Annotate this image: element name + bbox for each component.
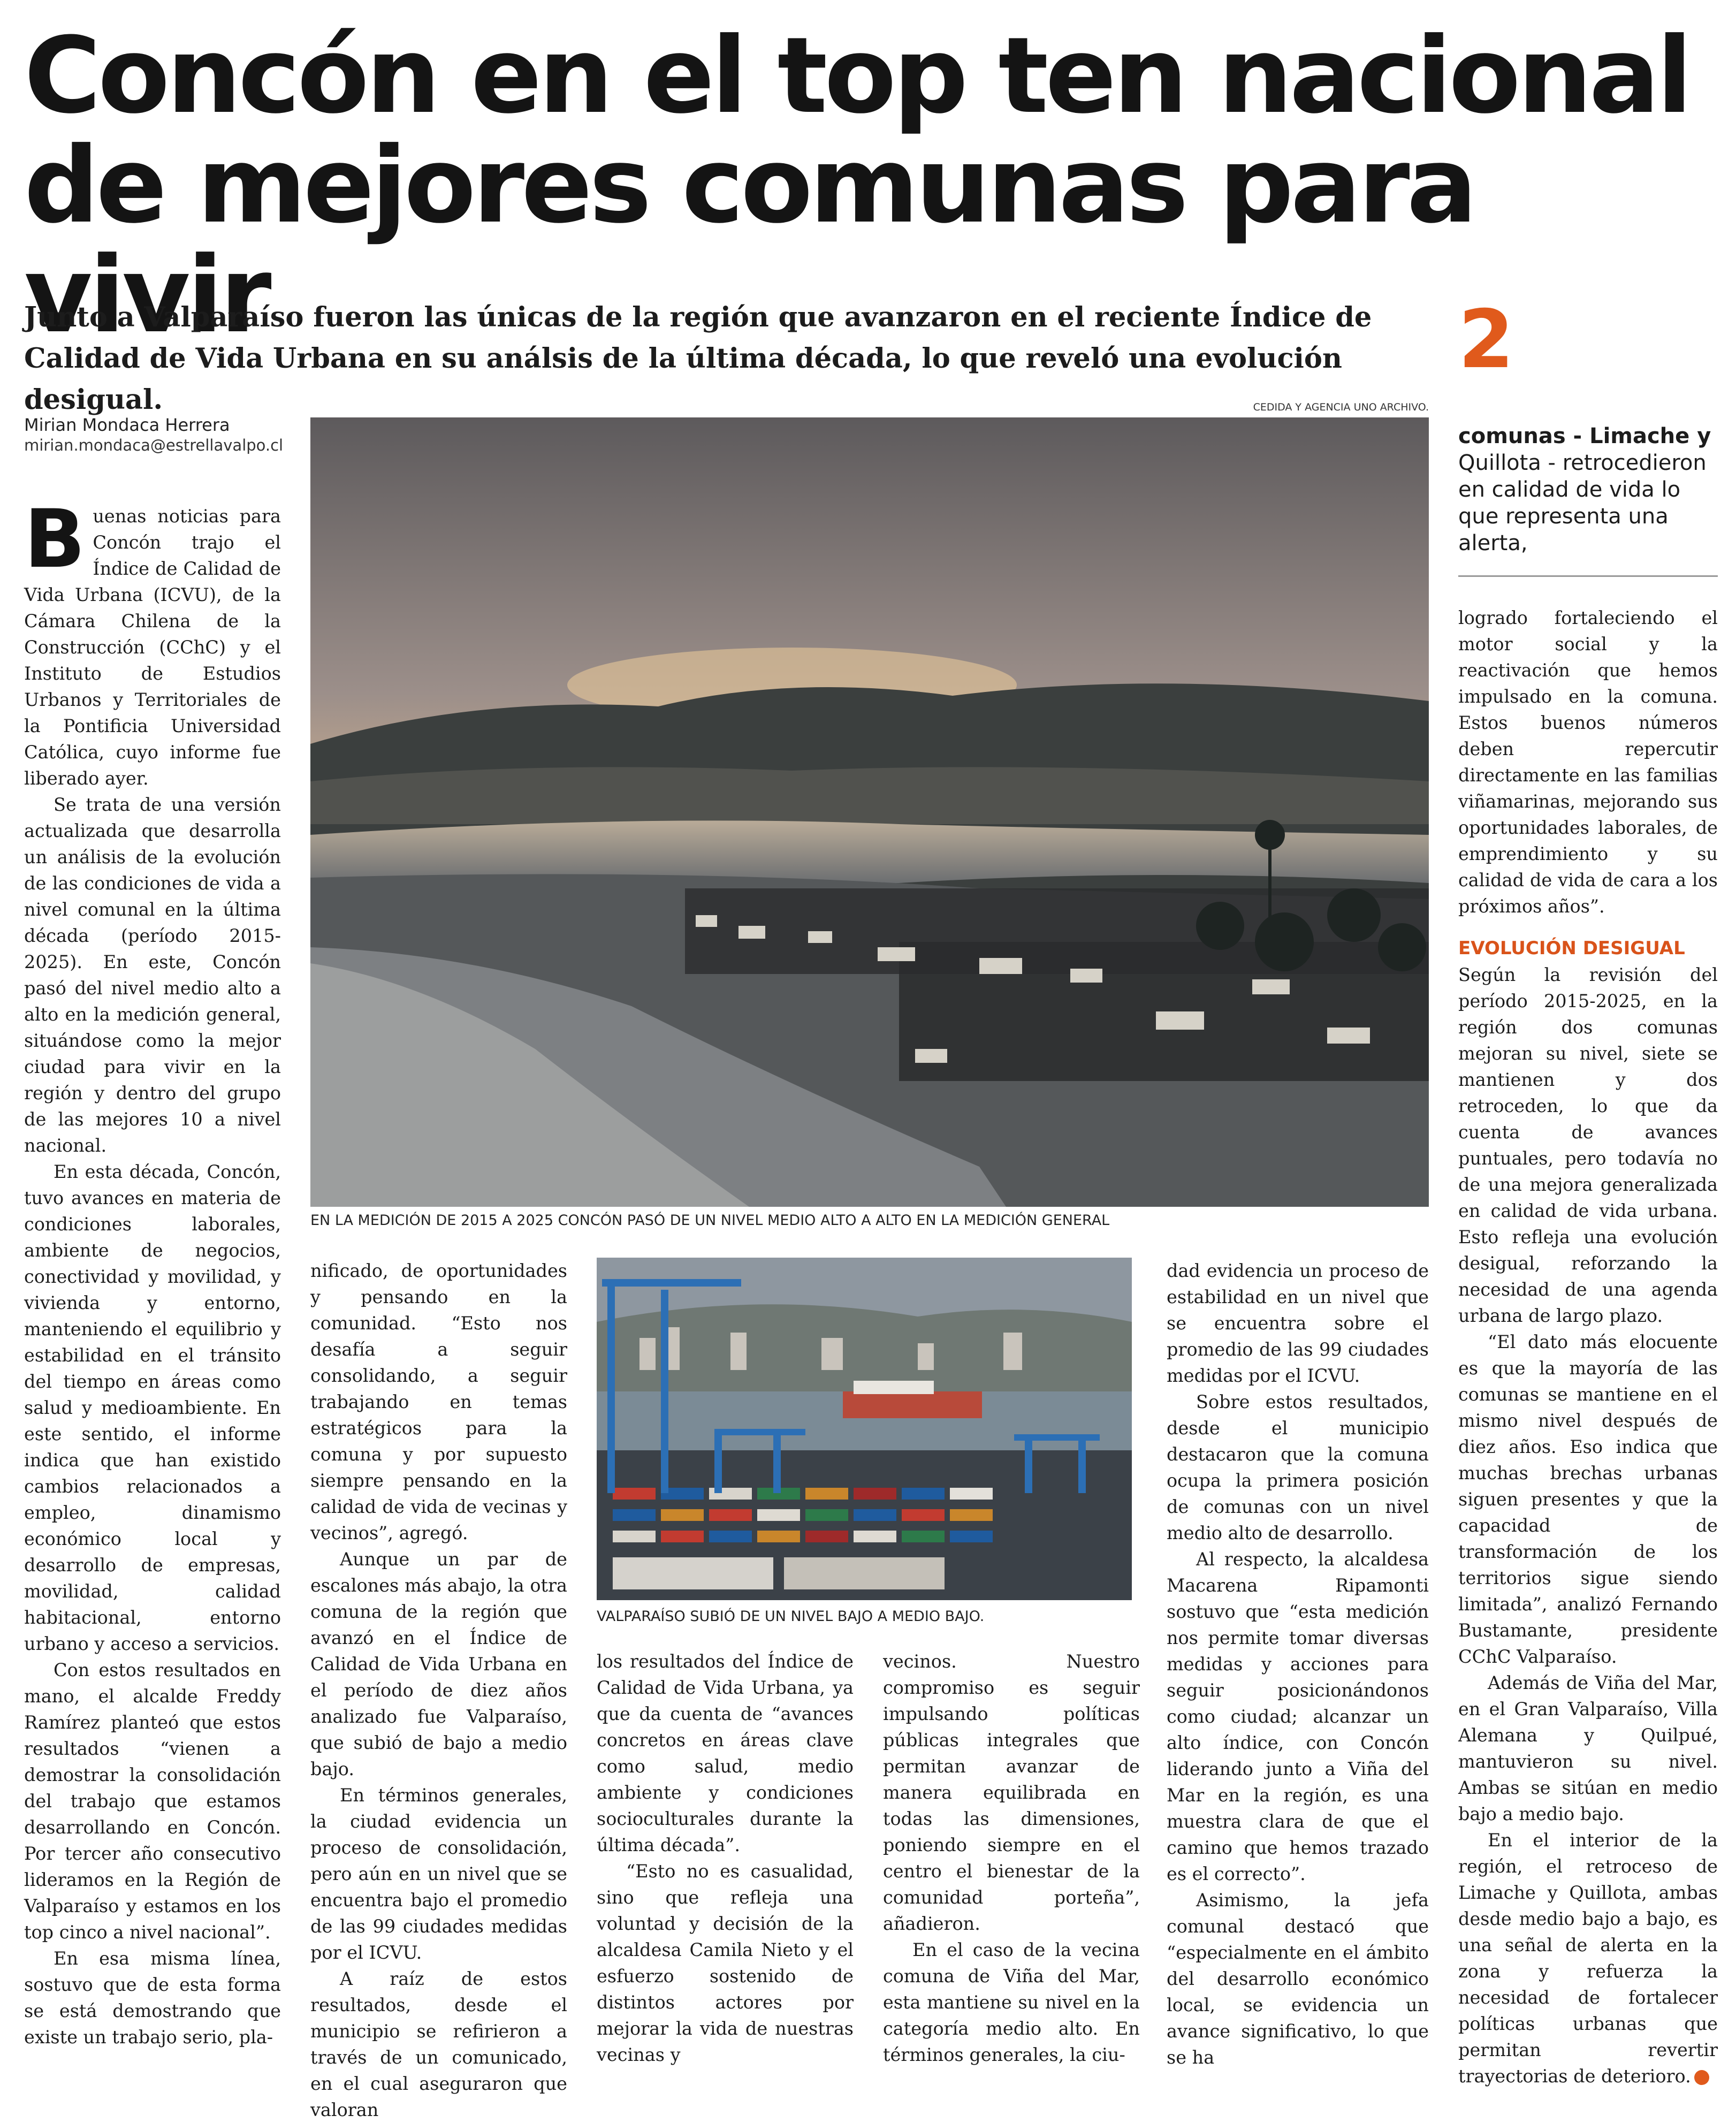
end-mark-icon [1694,2070,1709,2085]
column-1 [24,493,281,2052]
column-6 [1458,605,1718,2087]
paragraph: Con estos resultados en mano, el alcalde Freddy Ramírez planteó que estos resultados “vienen a demostrar la consolidación del trabajo que estamos desarrollando en Concón. Por tercer año consecutivo lideramos en la Región de Valparaíso y estamos en los top cinco a nivel nacional”. [24,1660,281,1943]
paragraph: vecinos. Nuestro compromiso es seguir impulsando políticas públicas integrales que permitan avanzar de manera equilibrada en todas las dimensiones, poniendo siempre en el centro el bienestar de la comunidad porteña”, añadieron. [883,1651,1140,1934]
paragraph: Se trata de una versión actualizada que desarrolla un análisis de la evolución de las condiciones de vida a nivel comunal en la última década (período 2015-2025). En este, Concón pasó del nivel medio alto a alto en la medición general, situándose como la mejor ciudad para vivir en la región y dentro del grupo de las mejores 10 a nivel nacional. [24,794,281,1156]
column-3 [597,1648,854,2065]
paragraph: Según la revisión del período 2015-2025, en la región dos comunas mejoran su nivel, siete se mantienen y dos retroceden, lo que da cuenta de avances puntuales, pero todavía no de una mejora generalizada en calidad de vida urbana. Esto refleja una evolución desigual, reforzando la necesidad de una agenda urbana de largo plazo. [1458,964,1718,1326]
headline-line-1: Concón en el top ten nacional [24,15,1689,137]
deck: Junto a Valparaíso fueron las únicas de la región que avanzaron en el reciente Índice de Calidad de Vida Urbana en su análsis de la última década, lo que reveló una evolución desigual. [24,301,1372,416]
paragraph: Al respecto, la alcaldesa Macarena Ripamonti sostuvo que “esta medición nos permite tomar diversas medidas y acciones para seguir posicionándonos como ciudad; alcanzar un alto índice, con Concón liderando junto a Viña del Mar en la región, es una muestra clara de que el camino que hemos trazado es el correcto”. [1167,1549,1429,1884]
main-photo-caption: EN LA MEDICIÓN DE 2015 A 2025 CONCÓN PASÓ DE UN NIVEL MEDIO ALTO A ALTO EN LA MEDICIÓN GENERAL [310,1212,1110,1229]
paragraph: En el caso de la vecina comuna de Viña del Mar, esta mantiene su nivel en la categoría medio alto. En términos generales, la ciu- [883,1939,1140,2065]
sidebar-lead [1458,423,1718,557]
paragraph: “Esto no es casualidad, sino que refleja una voluntad y decisión de la alcaldesa Camila Nieto y el esfuerzo sostenido de distintos actores por mejorar la vida de nuestras vecinas y [597,1861,854,2065]
sidebar-lead-bold: comunas - Limache y [1458,424,1711,448]
author-email: mirian.mondaca@estrellavalpo.cl [24,436,284,454]
paragraph: dad evidencia un proceso de estabilidad en un nivel que se encuentra sobre el promedio de las 99 ciudades medidas por el ICVU. [1167,1260,1429,1386]
paragraph: Aunque un par de escalones más abajo, la otra comuna de la región que avanzó en el Índice de Calidad de Vida Urbana en el período de diez años analizado fue Valparaíso, que subió de bajo a medio bajo. [310,1549,567,1779]
headline-line-2: de mejores comunas para vivir [24,125,1474,356]
author-name: Mirian Mondaca Herrera [24,415,230,435]
paragraph: En esa misma línea, sostuvo que de esta forma se está demostrando que existe un trabajo serio, pla- [24,1948,281,2048]
paragraph: Asimismo, la jefa comunal destacó que “especialmente en el ámbito del desarrollo económico local, se evidencia un avance significativo, lo que se ha [1167,1890,1429,2068]
paragraph: nificado, de oportunidades y pensando en la comunidad. “Esto nos desafía a seguir consolidando, a seguir trabajando en temas estratégicos para la comuna y por supuesto siempre pensando en la calidad de vida de vecinas y vecinos”, agregó. [310,1260,567,1543]
paragraph: Además de Viña del Mar, en el Gran Valparaíso, Villa Alemana y Quilpué, mantuvieron su nivel. Ambas se sitúan en medio bajo a medio bajo. [1458,1672,1718,1824]
main-photo [310,417,1429,1207]
drop-cap: B [24,493,86,586]
paragraph: En el interior de la región, el retroceso de Limache y Quillota, ambas desde medio bajo a bajo, es una señal de alerta en la zona y refuerza la necesidad de fortalecer políticas urbanas que permitan revertir trayectorias de deterioro. [1458,1830,1718,2087]
section-subhead: EVOLUCIÓN DESIGUAL [1458,938,1685,959]
paragraph: A raíz de estos resultados, desde el municipio se refirieron a través de un comunicado, en el cual aseguraron que valoran [310,1968,567,2120]
column-5 [1167,1258,1429,2068]
port-photo [597,1258,1132,1600]
paragraph: “El dato más elocuente es que la mayoría de las comunas se mantiene en el mismo nivel después de diez años. Eso indica que muchas brechas urbanas siguen presentes y que la capacidad de transformación de los territorios sigue siendo limitada”, analizó Fernando Bustamante, presidente CChC Valparaíso. [1458,1331,1718,1667]
port-photo-caption: VALPARAÍSO SUBIÓ DE UN NIVEL BAJO A MEDIO BAJO. [597,1608,985,1625]
paragraph: Sobre estos resultados, desde el municipio destacaron que la comuna ocupa la primera posición de comunas con un nivel medio alto de desarrollo. [1167,1391,1429,1543]
paragraph: uenas noticias para Concón trajo el Índice de Calidad de Vida Urbana (ICVU), de la Cámara Chilena de la Construcción (CChC) y el Instituto de Estudios Urbanos y Territoriales de la Pontificia Universidad Católica, cuyo informe fue liberado ayer. [24,506,281,789]
sidebar-number: 2 [1458,293,1514,386]
photo-credit: CEDIDA Y AGENCIA UNO ARCHIVO. [1253,401,1429,413]
sidebar-divider [1458,575,1718,577]
paragraph: En términos generales, la ciudad evidencia un proceso de consolidación, pero aún en un nivel que se encuentra bajo el promedio de las 99 ciudades medidas por el ICVU. [310,1785,567,1963]
paragraph: los resultados del Índice de Calidad de Vida Urbana, ya que da cuenta de “avances concretos en áreas clave como salud, medio ambiente y condiciones socioculturales durante la última década”. [597,1651,854,1855]
paragraph: En esta década, Concón, tuvo avances en materia de condiciones laborales, ambiente de negocios, conectividad y movilidad, y vivienda y entorno, manteniendo el equilibrio y estabilidad en el tránsito del tiempo en áreas como salud y medioambiente. En este sentido, el informe indica que han existido cambios relacionados a empleo, dinamismo económico local y desarrollo de empresas, movilidad, calidad habitacional, entorno urbano y acceso a servicios. [24,1161,281,1654]
column-2 [310,1258,567,2120]
column-4 [883,1648,1140,2065]
sidebar-lead-text: Quillota - retrocedieron en calidad de vida lo que representa una alerta, [1458,451,1707,556]
paragraph: logrado fortaleciendo el motor social y la reactivación que hemos impulsado en la comuna. Estos buenos números deben repercutir directamente en las familias viñamarinas, mejorando sus oportunidades laborales, de emprendimiento y su calidad de vida de cara a los próximos años”. [1458,607,1718,917]
